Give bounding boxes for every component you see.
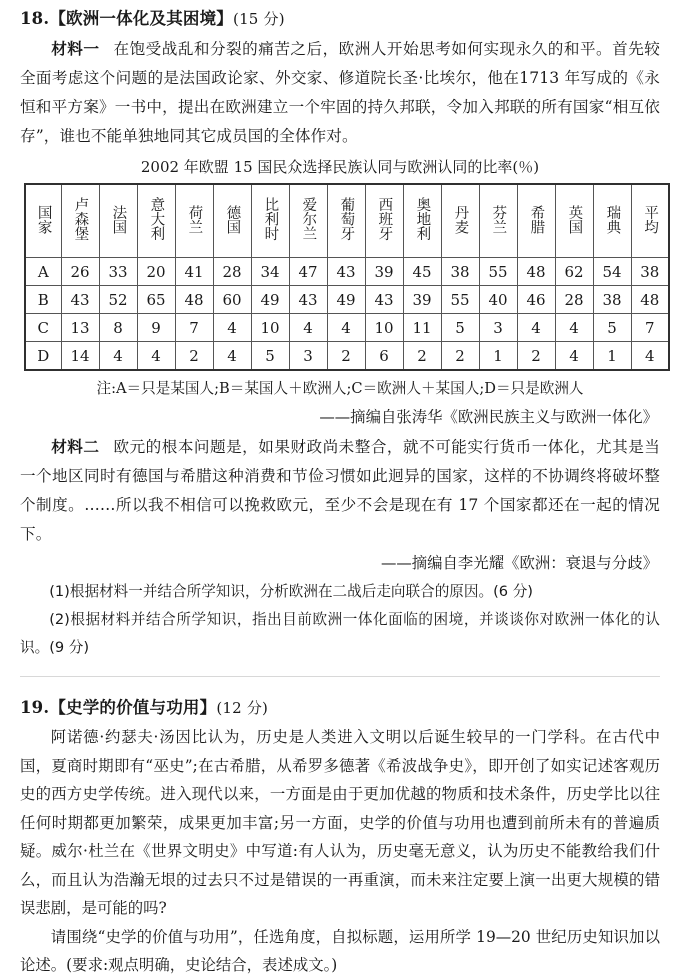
table-col-header-3: [175, 184, 213, 258]
material-one-label: 材料一: [51, 39, 100, 58]
table-corner-header-label: 国家: [35, 204, 52, 234]
cell-a-1: 33: [99, 258, 137, 286]
table-col-header-0: [61, 184, 99, 258]
cell-b-8: 43: [365, 286, 403, 314]
cell-a-14: 54: [593, 258, 631, 286]
cell-a-11: 55: [479, 258, 517, 286]
cell-d-13: 4: [555, 342, 593, 371]
cell-d-0: 14: [61, 342, 99, 371]
table-row: [25, 314, 669, 342]
question-18-heading: [20, 6, 660, 32]
material-one-source: ——摘编自张涛华《欧洲民族主义与欧洲一体化》: [319, 408, 658, 426]
cell-b-3: 48: [175, 286, 213, 314]
table-col-header-11: [479, 184, 517, 258]
cell-b-6: 43: [289, 286, 327, 314]
cell-a-5: 34: [251, 258, 289, 286]
cell-c-10: 5: [441, 314, 479, 342]
question-18-score: (15 分): [233, 10, 285, 28]
table-col-header-12: [517, 184, 555, 258]
cell-a-12: 48: [517, 258, 555, 286]
col-label-5: 比利时: [262, 197, 279, 241]
table-col-header-9: [403, 184, 441, 258]
cell-c-13: 4: [555, 314, 593, 342]
subquestion-1: (1)根据材料一并结合所学知识，分析欧洲在二战后走向联合的原因。(6 分): [49, 583, 533, 600]
cell-b-7: 49: [327, 286, 365, 314]
question-18-title: 【欧洲一体化及其困境】: [49, 9, 234, 28]
cell-d-9: 2: [403, 342, 441, 371]
table-col-header-8: [365, 184, 403, 258]
cell-a-3: 41: [175, 258, 213, 286]
table-col-header-14: [593, 184, 631, 258]
cell-b-13: 28: [555, 286, 593, 314]
table-col-header-13: [555, 184, 593, 258]
cell-c-1: 8: [99, 314, 137, 342]
cell-b-14: 38: [593, 286, 631, 314]
cell-c-15: 7: [631, 314, 669, 342]
cell-d-10: 2: [441, 342, 479, 371]
table-col-header-1: [99, 184, 137, 258]
cell-d-12: 2: [517, 342, 555, 371]
question-18-block: [20, 6, 660, 662]
col-label-8: 西班牙: [376, 197, 393, 241]
table-row: [25, 286, 669, 314]
cell-a-9: 45: [403, 258, 441, 286]
cell-d-7: 2: [327, 342, 365, 371]
table-row: [25, 342, 669, 371]
cell-b-15: 48: [631, 286, 669, 314]
table-head: [25, 184, 669, 258]
material-one-text: 在饱受战乱和分裂的痛苦之后，欧洲人开始思考如何实现永久的和平。首先较全面考虑这个问题的是法国政论家、外交家、修道院长圣·比埃尔，他在1713 年写成的《永恒和平方案》一书中，提出在欧洲建立一个牢固的持久邦联，令加入邦联的所有国家“相互依存”，谁也不能单独地同其它成员国的全体作对。: [20, 40, 660, 145]
cell-d-6: 3: [289, 342, 327, 371]
row-label-b: B: [25, 286, 61, 314]
row-label-d: D: [25, 342, 61, 371]
cell-c-9: 11: [403, 314, 441, 342]
question-19-number: 19.: [20, 698, 50, 717]
cell-c-2: 9: [137, 314, 175, 342]
col-label-2: 意大利: [148, 197, 165, 241]
section-divider: [20, 676, 660, 677]
cell-d-2: 4: [137, 342, 175, 371]
col-label-3: 荷兰: [186, 204, 203, 234]
table-col-header-10: [441, 184, 479, 258]
question-19-heading: [20, 695, 660, 721]
cell-d-14: 1: [593, 342, 631, 371]
cell-c-12: 4: [517, 314, 555, 342]
cell-b-11: 40: [479, 286, 517, 314]
cell-c-8: 10: [365, 314, 403, 342]
col-label-12: 希腊: [528, 204, 545, 234]
cell-a-15: 38: [631, 258, 669, 286]
cell-b-9: 39: [403, 286, 441, 314]
cell-a-13: 62: [555, 258, 593, 286]
cell-b-1: 52: [99, 286, 137, 314]
table-col-header-2: [137, 184, 175, 258]
cell-b-5: 49: [251, 286, 289, 314]
table-caption: 2002 年欧盟 15 国民众选择民族认同与欧洲认同的比率(％): [140, 158, 540, 176]
cell-d-4: 4: [213, 342, 251, 371]
col-label-9: 奥地利: [414, 197, 431, 241]
cell-c-7: 4: [327, 314, 365, 342]
col-label-6: 爱尔兰: [300, 197, 317, 241]
cell-d-5: 5: [251, 342, 289, 371]
cell-a-4: 28: [213, 258, 251, 286]
cell-b-12: 46: [517, 286, 555, 314]
cell-a-2: 20: [137, 258, 175, 286]
col-label-14: 瑞典: [604, 204, 621, 234]
question-19-block: [20, 695, 660, 980]
cell-d-1: 4: [99, 342, 137, 371]
cell-a-10: 38: [441, 258, 479, 286]
question-19-body: 阿诺德·约瑟夫·汤因比认为，历史是人类进入文明以后诞生较早的一门学科。在古代中国，夏商时期即有“巫史”;在古希腊，从希罗多德著《希波战争史》，即开创了如实记述客观历史的西方史学传统。进入现代以来，一方面是由于更加优越的物质和技术条件，历史学比以往任何时期都更加繁荣，成果更加丰富;另一方面，史学的价值与功用也遭到前所未有的普遍质疑。威尔·杜兰在《世界文明史》中写道:有人认为，历史毫无意义，认为历史不能教给我们什么，而且认为浩瀚无垠的过去只不过是错误的一再重演，而未来注定要上演一出更大规模的错误悲剧，是可能的吗?: [20, 728, 660, 917]
col-label-7: 葡萄牙: [338, 197, 355, 241]
question-19-prompt: 请围绕“史学的价值与功用”，任选角度，自拟标题，运用所学 19—20 世纪历史知识加以论述。(要求:观点明确，史论结合，表述成文。): [20, 927, 660, 974]
cell-a-8: 39: [365, 258, 403, 286]
cell-c-0: 13: [61, 314, 99, 342]
cell-b-10: 55: [441, 286, 479, 314]
cell-b-4: 60: [213, 286, 251, 314]
cell-c-5: 10: [251, 314, 289, 342]
table-col-header-4: [213, 184, 251, 258]
col-label-0: 卢森堡: [72, 197, 89, 241]
table-col-header-7: [327, 184, 365, 258]
table-corner-header: [25, 184, 61, 258]
cell-d-3: 2: [175, 342, 213, 371]
cell-b-0: 43: [61, 286, 99, 314]
subquestion-2: (2)根据材料并结合所学知识，指出目前欧洲一体化面临的困境，并谈谈你对欧洲一体化的认识。(9 分): [20, 611, 660, 656]
question-19-title: 【史学的价值与功用】: [49, 698, 217, 717]
cell-b-2: 65: [137, 286, 175, 314]
table-col-header-15: [631, 184, 669, 258]
table-body: [25, 258, 669, 371]
question-18-number: 18.: [20, 9, 50, 28]
col-label-15: 平均: [642, 204, 659, 234]
cell-c-6: 4: [289, 314, 327, 342]
identity-rate-table: [24, 183, 670, 371]
material-two-label: 材料二: [51, 437, 100, 456]
cell-d-15: 4: [631, 342, 669, 371]
col-label-13: 英国: [566, 204, 583, 234]
cell-c-3: 7: [175, 314, 213, 342]
cell-d-8: 6: [365, 342, 403, 371]
cell-c-14: 5: [593, 314, 631, 342]
table-note: 注:A＝只是某国人;B＝某国人＋欧洲人;C＝欧洲人＋某国人;D＝只是欧洲人: [96, 380, 584, 397]
cell-c-4: 4: [213, 314, 251, 342]
cell-a-6: 47: [289, 258, 327, 286]
col-label-10: 丹麦: [452, 204, 469, 234]
cell-d-11: 1: [479, 342, 517, 371]
col-label-4: 德国: [224, 204, 241, 234]
cell-a-7: 43: [327, 258, 365, 286]
table-col-header-6: [289, 184, 327, 258]
table-header-row: [25, 184, 669, 258]
table-col-header-5: [251, 184, 289, 258]
row-label-c: C: [25, 314, 61, 342]
material-one-paragraph: [20, 34, 660, 151]
cell-a-0: 26: [61, 258, 99, 286]
table-row: [25, 258, 669, 286]
material-two-paragraph: [20, 432, 660, 549]
identity-table-wrapper: [20, 183, 660, 371]
cell-c-11: 3: [479, 314, 517, 342]
col-label-1: 法国: [110, 204, 127, 234]
material-two-source: ——摘编自李光耀《欧洲：衰退与分歧》: [380, 554, 658, 572]
col-label-11: 芬兰: [490, 204, 507, 234]
material-two-text: 欧元的根本问题是，如果财政尚未整合，就不可能实行货币一体化，尤其是当一个地区同时有德国与希腊这种消费和节俭习惯如此迥异的国家，这样的不协调终将破坏整个制度。……所以我不相信可以挽救欧元，至少不会是现在有 17 个国家都还在一起的情况下。: [20, 438, 660, 543]
row-label-a: A: [25, 258, 61, 286]
question-19-score: (12 分): [216, 699, 269, 717]
